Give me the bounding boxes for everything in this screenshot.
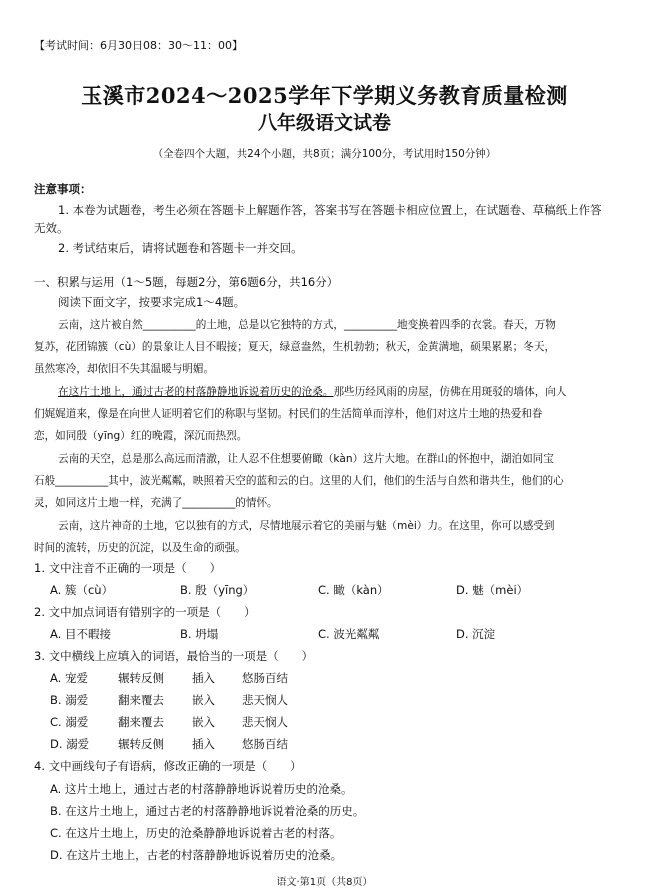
option-word: 插入 bbox=[192, 737, 215, 751]
passage-line: 云南，这片被自然__________的土地，总是以它独特的方式，__________地变换着四季的衣裳。春天，万物 bbox=[58, 319, 556, 331]
passage-line: 虽然寒冷，却依旧不失其温暖与明媚。 bbox=[34, 363, 215, 375]
notes-item-1: 1. 本卷为试题卷，考生必须在答题卡上解题作答，答案书写在答题卡相应位置上，在试题卷、草稿纸上作答 bbox=[58, 203, 602, 217]
option-c[interactable]: C. 在这片土地上，历史的沧桑静静地诉说着古老的村落。 bbox=[50, 826, 342, 840]
option-word: 悲天悯人 bbox=[242, 715, 288, 729]
exam-title: 玉溪市2024～2025学年下学期义务教育质量检测 bbox=[81, 83, 568, 108]
exam-info: （全卷四个大题，共24个小题，共8页；满分100分，考试用时150分钟） bbox=[152, 148, 497, 160]
option-word: 辗转反侧 bbox=[118, 737, 164, 751]
passage-line: 时间的流转，历史的沉淀，以及生命的顽强。 bbox=[34, 542, 246, 554]
option-word: 悠肠百结 bbox=[242, 671, 288, 685]
question-1-stem: 1. 文中注音不正确的一项是（ ） bbox=[34, 561, 222, 575]
passage-text: 那些历经风雨的房屋，仿佛在用斑驳的墙体，向人 bbox=[333, 386, 567, 398]
passage-line: 复苏，花团锦簇（cù）的景象让人目不暇接；夏天，绿意盎然，生机勃勃；秋天，金黄满地，硕果累累；冬天， bbox=[34, 341, 556, 353]
option-d[interactable]: D. 沉淀 bbox=[456, 627, 496, 641]
option-word: A. 宠爱 bbox=[50, 671, 88, 685]
underlined-sentence: 在这片土地上，通过古老的村落静静地诉说着历史的沧桑。 bbox=[58, 386, 334, 398]
option-c[interactable]: C. 波光粼粼 bbox=[318, 627, 380, 641]
option-word: 悲天悯人 bbox=[242, 693, 288, 707]
section-heading: 一、积累与运用（1～5题，每题2分，第6题6分，共16分） bbox=[34, 275, 339, 289]
option-word: 悠肠百结 bbox=[242, 737, 288, 751]
option-b[interactable]: B. 坍塌 bbox=[180, 627, 219, 641]
option-word: 翻来覆去 bbox=[118, 715, 164, 729]
option-c[interactable]: C. 瞰（kàn） bbox=[318, 583, 389, 597]
option-d[interactable]: D. 魅（mèi） bbox=[456, 583, 529, 597]
option-a[interactable]: A. 簇（cù） bbox=[50, 583, 114, 597]
section-instruction: 阅读下面文字，按要求完成1～4题。 bbox=[58, 295, 246, 309]
question-4-stem: 4. 文中画线句子有语病，修改正确的一项是（ ） bbox=[34, 759, 302, 773]
passage-line: 恋，如同殷（yīng）红的晚霞，深沉而热烈。 bbox=[34, 430, 248, 442]
passage-line: 们娓娓道来，像是在向世人证明着它们的称职与坚韧。村民们的生活简单而淳朴，他们对这片土地的热爱和眷 bbox=[34, 408, 543, 420]
page-footer: 语文·第1页（共8页） bbox=[276, 877, 373, 888]
exam-subject-title: 八年级语文试卷 bbox=[257, 112, 391, 134]
question-3-stem: 3. 文中横线上应填入的词语，最恰当的一项是（ ） bbox=[34, 649, 314, 663]
option-d[interactable]: D. 在这片土地上，古老的村落静静地诉说着历史的沧桑。 bbox=[50, 848, 343, 862]
option-word: 翻来覆去 bbox=[118, 693, 164, 707]
question-2-stem: 2. 文中加点词语有错别字的一项是（ ） bbox=[34, 605, 256, 619]
option-b[interactable]: B. 殷（yīng） bbox=[180, 583, 255, 597]
passage-line: 云南的天空，总是那么高远而清澈，让人忍不住想要俯瞰（kàn）这片大地。在群山的怀抱中，湖泊如同宝 bbox=[58, 453, 554, 465]
passage-line: 云南，这片神奇的土地，它以独有的方式，尽情地展示着它的美丽与魅（mèi）力。在这里，你可以感受到 bbox=[58, 520, 555, 532]
option-word: D. 溺爱 bbox=[50, 737, 90, 751]
option-word: C. 溺爱 bbox=[50, 715, 89, 729]
option-word: B. 溺爱 bbox=[50, 693, 89, 707]
option-a[interactable]: A. 目不暇接 bbox=[50, 627, 111, 641]
passage-line: 灵，如同这片土地一样，充满了__________的情怀。 bbox=[34, 497, 278, 509]
option-word: 嵌入 bbox=[192, 693, 215, 707]
notes-heading: 注意事项： bbox=[34, 182, 92, 196]
option-a[interactable]: A. 这片土地上，通过古老的村落静静地诉说着历史的沧桑。 bbox=[50, 782, 353, 796]
notes-item-2: 2. 考试结束后，请将试题卷和答题卡一并交回。 bbox=[58, 241, 303, 255]
option-word: 辗转反侧 bbox=[118, 671, 164, 685]
passage-line bbox=[58, 384, 567, 400]
option-word: 插入 bbox=[192, 671, 215, 685]
option-b[interactable]: B. 在这片土地上，通过古老的村落静静地诉说着沧桑的历史。 bbox=[50, 804, 365, 818]
passage-line: 石般__________其中，波光粼粼，映照着天空的蓝和云的白。这里的人们，他们的生活与自然和谐共生，他们的心 bbox=[34, 475, 564, 487]
exam-time: 【考试时间：6月30日08：30～11：00】 bbox=[34, 39, 243, 52]
option-word: 嵌入 bbox=[192, 715, 215, 729]
notes-item-1-cont: 无效。 bbox=[34, 221, 69, 235]
